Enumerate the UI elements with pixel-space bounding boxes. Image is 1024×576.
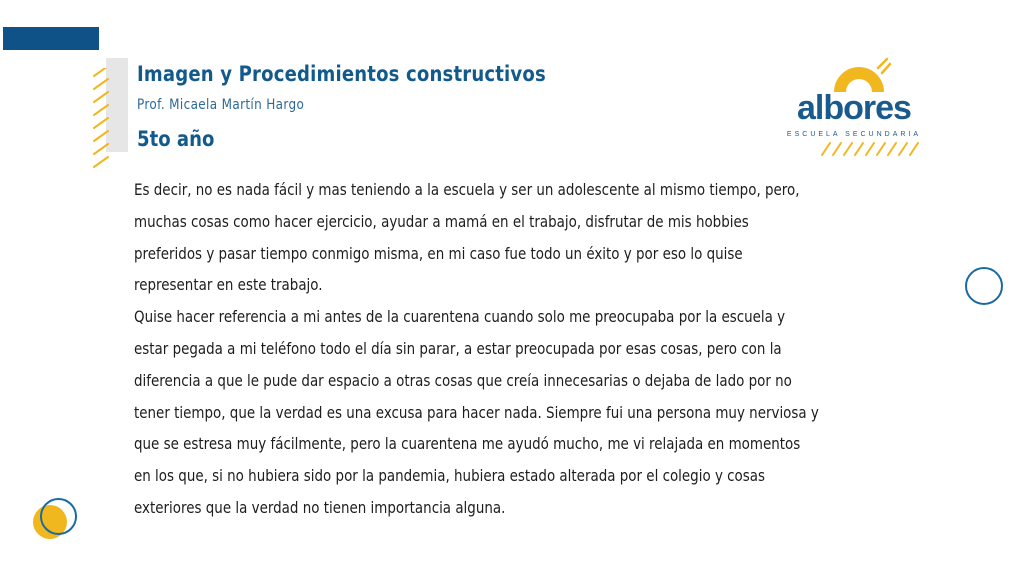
body-line: Quise hacer referencia a mi antes de la cuarentena cuando solo me preocupaba por la escuela y — [134, 307, 786, 327]
school-year: 5to año — [137, 127, 215, 151]
body-line: preferidos y pasar tiempo conmigo misma, en mi caso fue todo un éxito y por eso lo quise — [134, 243, 743, 263]
page-title: Imagen y Procedimientos constructivos — [137, 62, 546, 86]
body-line: tener tiempo, que la verdad es una excusa para hacer nada. Siempre fui una persona muy nerviosa y — [134, 402, 819, 422]
top-accent-bar — [3, 27, 99, 50]
logo-wordmark: albores — [797, 89, 911, 127]
decorative-circle-bottom-left — [40, 498, 77, 535]
body-line: exteriores que la verdad no tienen importancia alguna. — [134, 497, 506, 517]
body-line: representar en este trabajo. — [134, 275, 323, 295]
logo-subtitle: ESCUELA SECUNDARIA — [786, 131, 922, 138]
body-line: muchas cosas como hacer ejercicio, ayudar a mamá en el trabajo, disfrutar de mis hobbies — [134, 211, 749, 231]
body-text — [134, 174, 819, 524]
body-line: diferencia a que le pude dar espacio a otras cosas que creía innecesarias o dejaba de lado por no — [134, 370, 792, 390]
logo-sun-rays — [878, 59, 890, 73]
body-line: Es decir, no es nada fácil y mas teniendo a la escuela y ser un adolescente al mismo tiempo, pero, — [134, 180, 800, 199]
logo-slashes — [822, 143, 918, 155]
body-line: que se estresa muy fácilmente, pero la cuarentena me ayudó mucho, me vi relajada en momentos — [134, 434, 801, 454]
teacher-name: Prof. Micaela Martín Hargo — [137, 97, 305, 113]
yellow-slash-decoration — [91, 68, 115, 178]
decorative-circle-right — [965, 267, 1003, 305]
body-line: en los que, si no hubiera sido por la pandemia, hubiera estado alterada por el colegio y cosas — [134, 466, 766, 486]
albores-logo — [784, 56, 924, 160]
body-line: estar pegada a mi teléfono todo el día sin parar, a estar preocupada por esas cosas, pero con la — [134, 338, 782, 358]
